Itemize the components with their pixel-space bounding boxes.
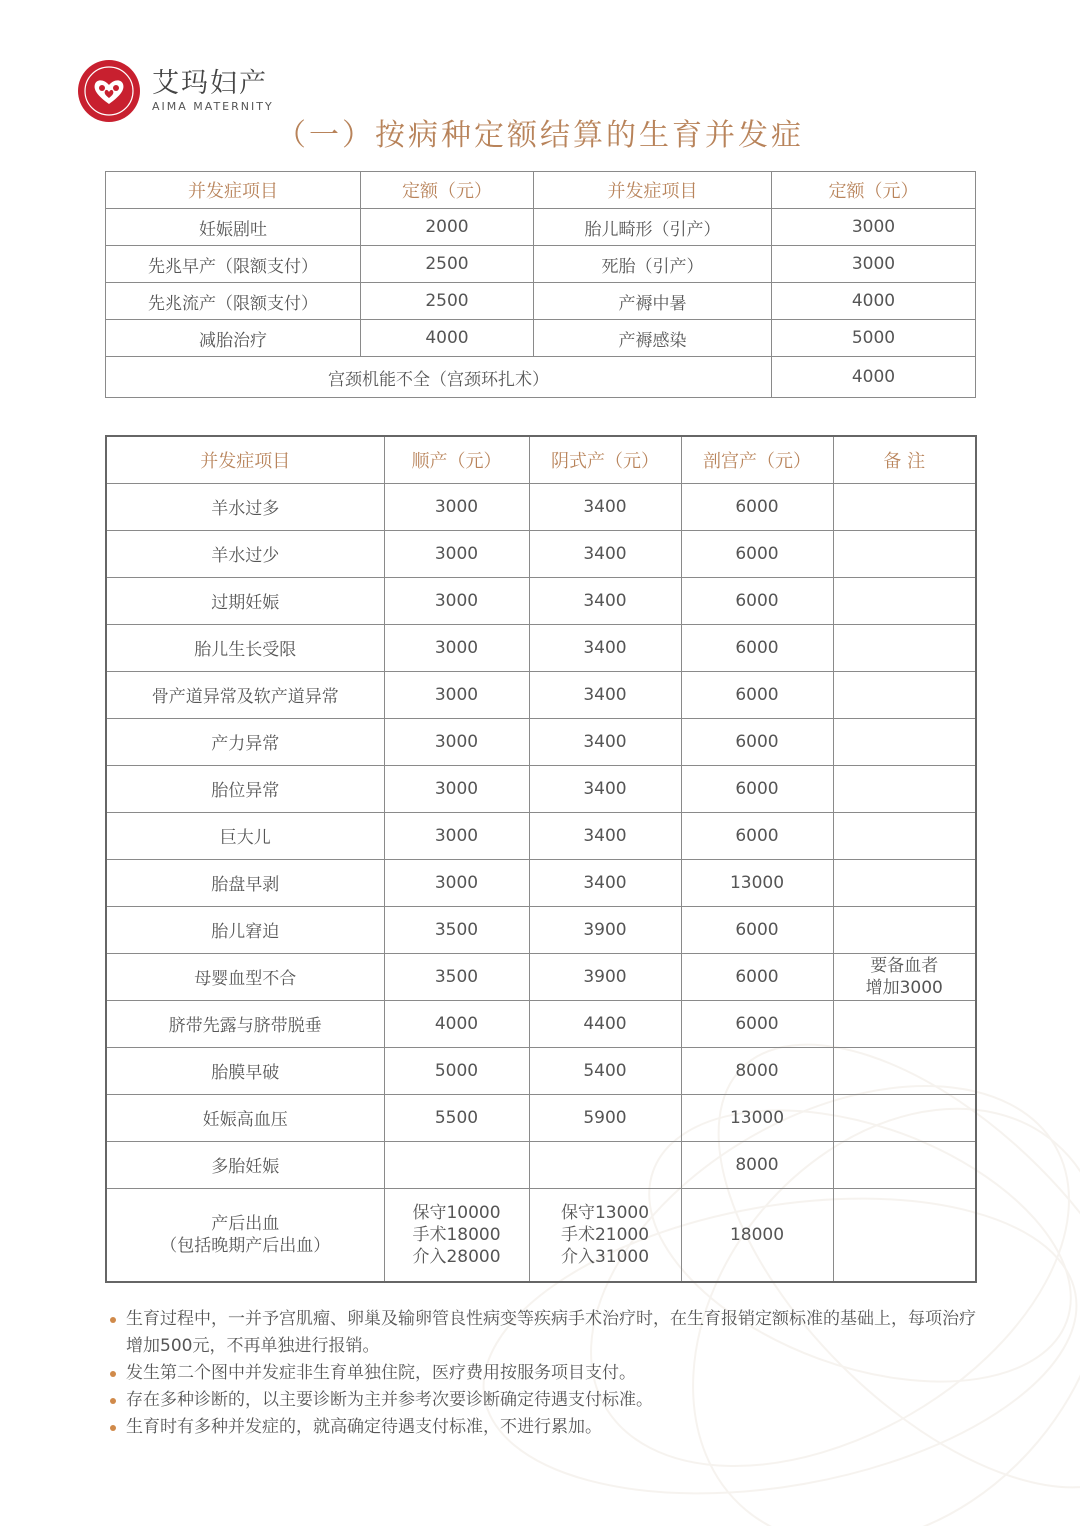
assisted-delivery-cell: 3400: [529, 577, 681, 624]
brand-name-cn: 艾玛妇产: [152, 68, 268, 99]
assisted-delivery-cell: 5900: [529, 1094, 681, 1141]
cesarean-cell: 18000: [681, 1188, 833, 1282]
remark-cell: [833, 1000, 976, 1047]
vaginal-delivery-cell: 3000: [384, 765, 529, 812]
cesarean-cell: 13000: [681, 859, 833, 906]
cesarean-cell: 6000: [681, 906, 833, 953]
cesarean-cell: 6000: [681, 765, 833, 812]
amount-cell: 2500: [361, 246, 534, 283]
remark-cell: [833, 1188, 976, 1282]
complication-cell: 羊水过多: [106, 483, 384, 530]
amount-cell: 5000: [772, 320, 976, 357]
table-row: [106, 953, 976, 1000]
note-item: 生育时有多种并发症的，就高确定待遇支付标准，不进行累加。: [108, 1414, 978, 1441]
table-row: [106, 671, 976, 718]
assisted-delivery-cell: 3400: [529, 530, 681, 577]
cesarean-cell: 6000: [681, 671, 833, 718]
complication-cell: 胎盘早剥: [106, 859, 384, 906]
vaginal-delivery-cell: 保守10000 手术18000 介入28000: [384, 1188, 529, 1282]
complication-cell: 胎位异常: [106, 765, 384, 812]
complication-cell: 多胎妊娠: [106, 1141, 384, 1188]
cesarean-cell: 6000: [681, 483, 833, 530]
complication-cell: 过期妊娠: [106, 577, 384, 624]
vaginal-delivery-cell: [384, 1141, 529, 1188]
table-row: [106, 1000, 976, 1047]
remark-cell: [833, 906, 976, 953]
remark-cell: [833, 671, 976, 718]
table-row: [106, 1047, 976, 1094]
assisted-delivery-cell: 3900: [529, 953, 681, 1000]
amount-cell: 4000: [772, 357, 976, 398]
remark-cell: [833, 812, 976, 859]
fixed-amount-table: [105, 171, 976, 398]
amount-cell: 3000: [772, 209, 976, 246]
complication-cell: 减胎治疗: [106, 320, 361, 357]
note-item: 生育过程中，一并予宫肌瘤、卵巢及输卵管良性病变等疾病手术治疗时，在生育报销定额标准的基础上，每项治疗增加500元，不再单独进行报销。: [108, 1306, 978, 1360]
complication-cell: 产褥感染: [534, 320, 772, 357]
vaginal-delivery-cell: 3500: [384, 953, 529, 1000]
cesarean-cell: 6000: [681, 624, 833, 671]
table-row: [106, 577, 976, 624]
column-header: 并发症项目: [106, 172, 361, 209]
vaginal-delivery-cell: 3000: [384, 718, 529, 765]
note-item: 存在多种诊断的，以主要诊断为主并参考次要诊断确定待遇支付标准。: [108, 1387, 978, 1414]
complication-cell: 胎儿窘迫: [106, 906, 384, 953]
remark-cell: [833, 624, 976, 671]
remark-cell: [833, 530, 976, 577]
vaginal-delivery-cell: 5500: [384, 1094, 529, 1141]
column-header: 定额（元）: [361, 172, 534, 209]
table-row: [106, 812, 976, 859]
table-row: [106, 357, 976, 398]
cesarean-cell: 6000: [681, 1000, 833, 1047]
complication-cell: 宫颈机能不全（宫颈环扎术）: [106, 357, 772, 398]
amount-cell: 3000: [772, 246, 976, 283]
vaginal-delivery-cell: 3000: [384, 483, 529, 530]
remark-cell: [833, 1094, 976, 1141]
column-header: 并发症项目: [534, 172, 772, 209]
table-header-row: [106, 436, 976, 483]
column-header: 并发症项目: [106, 436, 384, 483]
table-row: [106, 283, 976, 320]
cesarean-cell: 13000: [681, 1094, 833, 1141]
cesarean-cell: 8000: [681, 1141, 833, 1188]
assisted-delivery-cell: 3400: [529, 812, 681, 859]
notes-list: [108, 1306, 978, 1441]
assisted-delivery-cell: 3400: [529, 624, 681, 671]
complication-cell: 产力异常: [106, 718, 384, 765]
complication-cell: 产后出血 （包括晚期产后出血）: [106, 1188, 384, 1282]
assisted-delivery-cell: 3900: [529, 906, 681, 953]
amount-cell: 2500: [361, 283, 534, 320]
table-row: [106, 859, 976, 906]
complication-cell: 胎儿生长受限: [106, 624, 384, 671]
complication-cell: 胎膜早破: [106, 1047, 384, 1094]
table-row: [106, 1094, 976, 1141]
remark-cell: [833, 577, 976, 624]
complication-cell: 先兆流产（限额支付）: [106, 283, 361, 320]
complication-cell: 妊娠剧吐: [106, 209, 361, 246]
table-row: [106, 209, 976, 246]
assisted-delivery-cell: 5400: [529, 1047, 681, 1094]
remark-cell: [833, 765, 976, 812]
cesarean-cell: 8000: [681, 1047, 833, 1094]
vaginal-delivery-cell: 4000: [384, 1000, 529, 1047]
table-header-row: [106, 172, 976, 209]
table-row: [106, 483, 976, 530]
amount-cell: 4000: [772, 283, 976, 320]
assisted-delivery-cell: 3400: [529, 859, 681, 906]
vaginal-delivery-cell: 5000: [384, 1047, 529, 1094]
delivery-complication-table: [105, 435, 977, 1283]
complication-cell: 胎儿畸形（引产）: [534, 209, 772, 246]
table-row: [106, 320, 976, 357]
remark-cell: [833, 483, 976, 530]
remark-cell: [833, 1047, 976, 1094]
column-header: 备 注: [833, 436, 976, 483]
remark-cell: [833, 859, 976, 906]
table-row: [106, 765, 976, 812]
table-row: [106, 624, 976, 671]
amount-cell: 2000: [361, 209, 534, 246]
cesarean-cell: 6000: [681, 812, 833, 859]
cesarean-cell: 6000: [681, 530, 833, 577]
complication-cell: 巨大儿: [106, 812, 384, 859]
vaginal-delivery-cell: 3000: [384, 859, 529, 906]
complication-cell: 死胎（引产）: [534, 246, 772, 283]
vaginal-delivery-cell: 3000: [384, 671, 529, 718]
table-row: [106, 906, 976, 953]
column-header: 定额（元）: [772, 172, 976, 209]
assisted-delivery-cell: 3400: [529, 718, 681, 765]
complication-cell: 羊水过少: [106, 530, 384, 577]
cesarean-cell: 6000: [681, 718, 833, 765]
remark-cell: 要备血者 增加3000: [833, 953, 976, 1000]
column-header: 顺产（元）: [384, 436, 529, 483]
complication-cell: 脐带先露与脐带脱垂: [106, 1000, 384, 1047]
complication-cell: 母婴血型不合: [106, 953, 384, 1000]
complication-cell: 妊娠高血压: [106, 1094, 384, 1141]
vaginal-delivery-cell: 3500: [384, 906, 529, 953]
vaginal-delivery-cell: 3000: [384, 624, 529, 671]
cesarean-cell: 6000: [681, 953, 833, 1000]
assisted-delivery-cell: 保守13000 手术21000 介入31000: [529, 1188, 681, 1282]
vaginal-delivery-cell: 3000: [384, 530, 529, 577]
assisted-delivery-cell: [529, 1141, 681, 1188]
complication-cell: 产褥中暑: [534, 283, 772, 320]
table-row: [106, 530, 976, 577]
assisted-delivery-cell: 3400: [529, 483, 681, 530]
assisted-delivery-cell: 3400: [529, 765, 681, 812]
complication-cell: 先兆早产（限额支付）: [106, 246, 361, 283]
remark-cell: [833, 718, 976, 765]
column-header: 阴式产（元）: [529, 436, 681, 483]
vaginal-delivery-cell: 3000: [384, 812, 529, 859]
note-item: 发生第二个图中并发症非生育单独住院，医疗费用按服务项目支付。: [108, 1360, 978, 1387]
remark-cell: [833, 1141, 976, 1188]
table-row: [106, 718, 976, 765]
amount-cell: 4000: [361, 320, 534, 357]
table-row: [106, 246, 976, 283]
complication-cell: 骨产道异常及软产道异常: [106, 671, 384, 718]
column-header: 剖宫产（元）: [681, 436, 833, 483]
brand-name-en: AIMA MATERNITY: [152, 100, 274, 113]
assisted-delivery-cell: 4400: [529, 1000, 681, 1047]
page-title: （一）按病种定额结算的生育并发症: [276, 118, 804, 153]
cesarean-cell: 6000: [681, 577, 833, 624]
table-row: [106, 1188, 976, 1282]
assisted-delivery-cell: 3400: [529, 671, 681, 718]
table-row: [106, 1141, 976, 1188]
vaginal-delivery-cell: 3000: [384, 577, 529, 624]
